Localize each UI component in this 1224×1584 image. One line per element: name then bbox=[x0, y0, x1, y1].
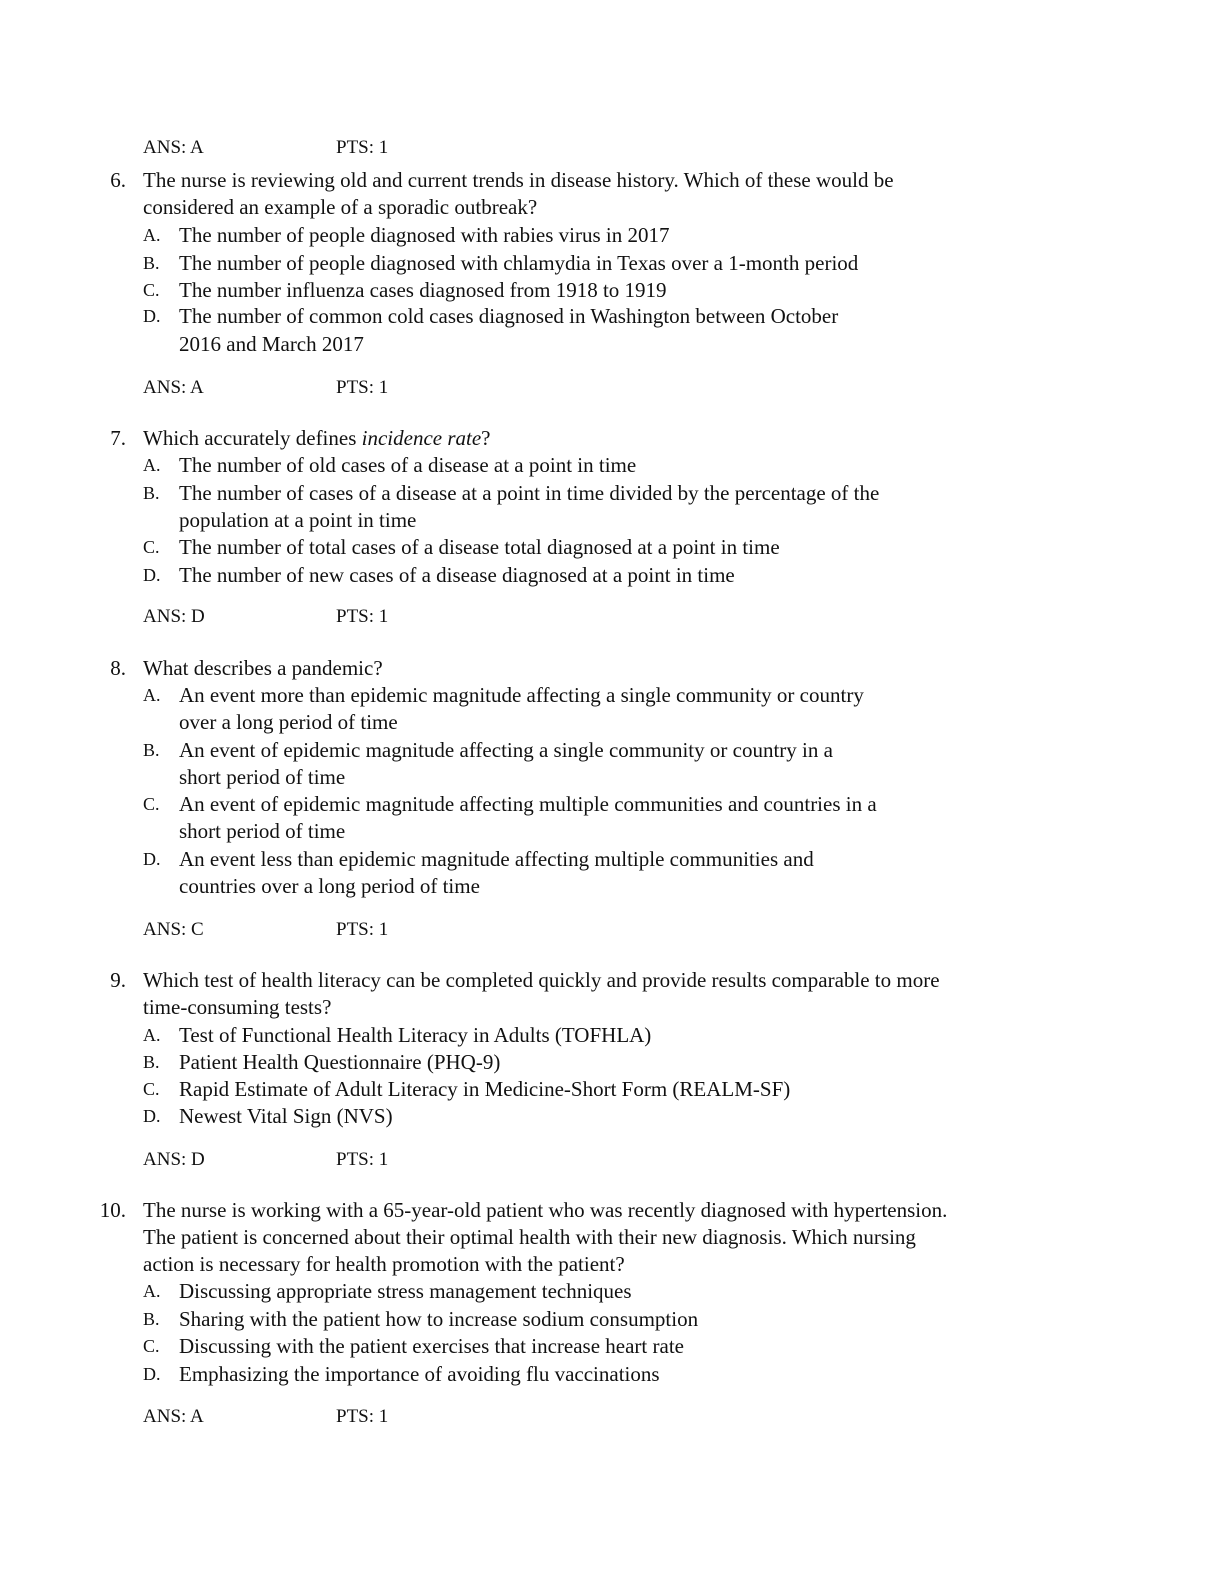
option-text: An event of epidemic magnitude affecting a single community or country in a bbox=[179, 738, 833, 762]
option-text: The number influenza cases diagnosed from 1918 to 1919 bbox=[179, 278, 667, 302]
option-text: population at a point in time bbox=[179, 508, 417, 532]
option-text: Test of Functional Health Literacy in Adults (TOFHLA) bbox=[179, 1023, 652, 1047]
question-stem: What describes a pandemic? bbox=[143, 656, 383, 680]
option-letter: D. bbox=[143, 1106, 161, 1126]
option-text: Patient Health Questionnaire (PHQ-9) bbox=[179, 1050, 501, 1074]
option-text: Emphasizing the importance of avoiding flu vaccinations bbox=[179, 1362, 660, 1386]
option-letter: C. bbox=[143, 280, 160, 300]
question-stem: time-consuming tests? bbox=[143, 995, 332, 1019]
question-number: 9. bbox=[110, 968, 126, 992]
option-letter: B. bbox=[143, 740, 160, 760]
answer-label: ANS: D bbox=[143, 1149, 205, 1170]
option-text: Sharing with the patient how to increase sodium consumption bbox=[179, 1307, 699, 1331]
question-stem: action is necessary for health promotion with the patient? bbox=[143, 1252, 625, 1276]
answer-label: ANS: A bbox=[143, 137, 204, 158]
option-letter: D. bbox=[143, 1364, 161, 1384]
option-text: An event of epidemic magnitude affecting multiple communities and countries in a bbox=[179, 792, 877, 816]
option-letter: D. bbox=[143, 306, 161, 326]
option-letter: B. bbox=[143, 1052, 160, 1072]
points-label: PTS: 1 bbox=[336, 1149, 389, 1170]
question-stem: The patient is concerned about their optimal health with their new diagnosis. Which nursing bbox=[143, 1225, 916, 1249]
question-number: 6. bbox=[110, 168, 126, 192]
option-letter: A. bbox=[143, 1025, 161, 1045]
question-number: 8. bbox=[110, 656, 126, 680]
option-text: An event more than epidemic magnitude affecting a single community or country bbox=[179, 683, 864, 707]
question-stem bbox=[143, 425, 491, 452]
answer-label: ANS: C bbox=[143, 919, 204, 940]
option-text: The number of new cases of a disease diagnosed at a point in time bbox=[179, 563, 735, 587]
option-text: The number of total cases of a disease total diagnosed at a point in time bbox=[179, 535, 780, 559]
points-label: PTS: 1 bbox=[336, 377, 389, 398]
option-text: The number of people diagnosed with rabies virus in 2017 bbox=[179, 223, 670, 247]
stem-text: ? bbox=[481, 426, 491, 450]
answer-label: ANS: A bbox=[143, 377, 204, 398]
option-letter: D. bbox=[143, 565, 161, 585]
option-text: short period of time bbox=[179, 819, 346, 843]
question-number: 10. bbox=[99, 1198, 126, 1222]
option-text: The number of common cold cases diagnosed in Washington between October bbox=[179, 304, 839, 328]
option-letter: A. bbox=[143, 1281, 161, 1301]
option-letter: B. bbox=[143, 1309, 160, 1329]
option-text: Rapid Estimate of Adult Literacy in Medicine-Short Form (REALM-SF) bbox=[179, 1077, 791, 1101]
option-text: short period of time bbox=[179, 765, 346, 789]
option-text: Discussing with the patient exercises that increase heart rate bbox=[179, 1334, 684, 1358]
option-letter: A. bbox=[143, 685, 161, 705]
question-stem: The nurse is working with a 65-year-old patient who was recently diagnosed with hypertension. bbox=[143, 1198, 948, 1222]
option-text: 2016 and March 2017 bbox=[179, 332, 364, 356]
option-text: The number of old cases of a disease at a point in time bbox=[179, 453, 637, 477]
option-letter: C. bbox=[143, 794, 160, 814]
option-letter: C. bbox=[143, 1336, 160, 1356]
question-stem: Which test of health literacy can be completed quickly and provide results comparable to more bbox=[143, 968, 940, 992]
option-text: countries over a long period of time bbox=[179, 874, 480, 898]
points-label: PTS: 1 bbox=[336, 1406, 389, 1427]
question-number: 7. bbox=[110, 426, 126, 450]
option-letter: A. bbox=[143, 225, 161, 245]
option-text: Discussing appropriate stress management techniques bbox=[179, 1279, 632, 1303]
question-stem: considered an example of a sporadic outbreak? bbox=[143, 195, 538, 219]
option-text: An event less than epidemic magnitude affecting multiple communities and bbox=[179, 847, 814, 871]
option-text: The number of people diagnosed with chlamydia in Texas over a 1-month period bbox=[179, 251, 859, 275]
option-letter: C. bbox=[143, 1079, 160, 1099]
option-letter: B. bbox=[143, 253, 160, 273]
stem-text: Which accurately defines bbox=[143, 426, 362, 450]
question-stem: The nurse is reviewing old and current trends in disease history. Which of these would be bbox=[143, 168, 894, 192]
option-letter: A. bbox=[143, 455, 161, 475]
answer-label: ANS: D bbox=[143, 606, 205, 627]
option-letter: B. bbox=[143, 483, 160, 503]
option-letter: D. bbox=[143, 849, 161, 869]
points-label: PTS: 1 bbox=[336, 606, 389, 627]
stem-italic-term: incidence rate bbox=[361, 426, 482, 450]
points-label: PTS: 1 bbox=[336, 919, 389, 940]
option-text: Newest Vital Sign (NVS) bbox=[179, 1104, 393, 1128]
points-label: PTS: 1 bbox=[336, 137, 389, 158]
answer-label: ANS: A bbox=[143, 1406, 204, 1427]
option-text: The number of cases of a disease at a point in time divided by the percentage of the bbox=[179, 481, 880, 505]
option-text: over a long period of time bbox=[179, 710, 398, 734]
option-letter: C. bbox=[143, 537, 160, 557]
